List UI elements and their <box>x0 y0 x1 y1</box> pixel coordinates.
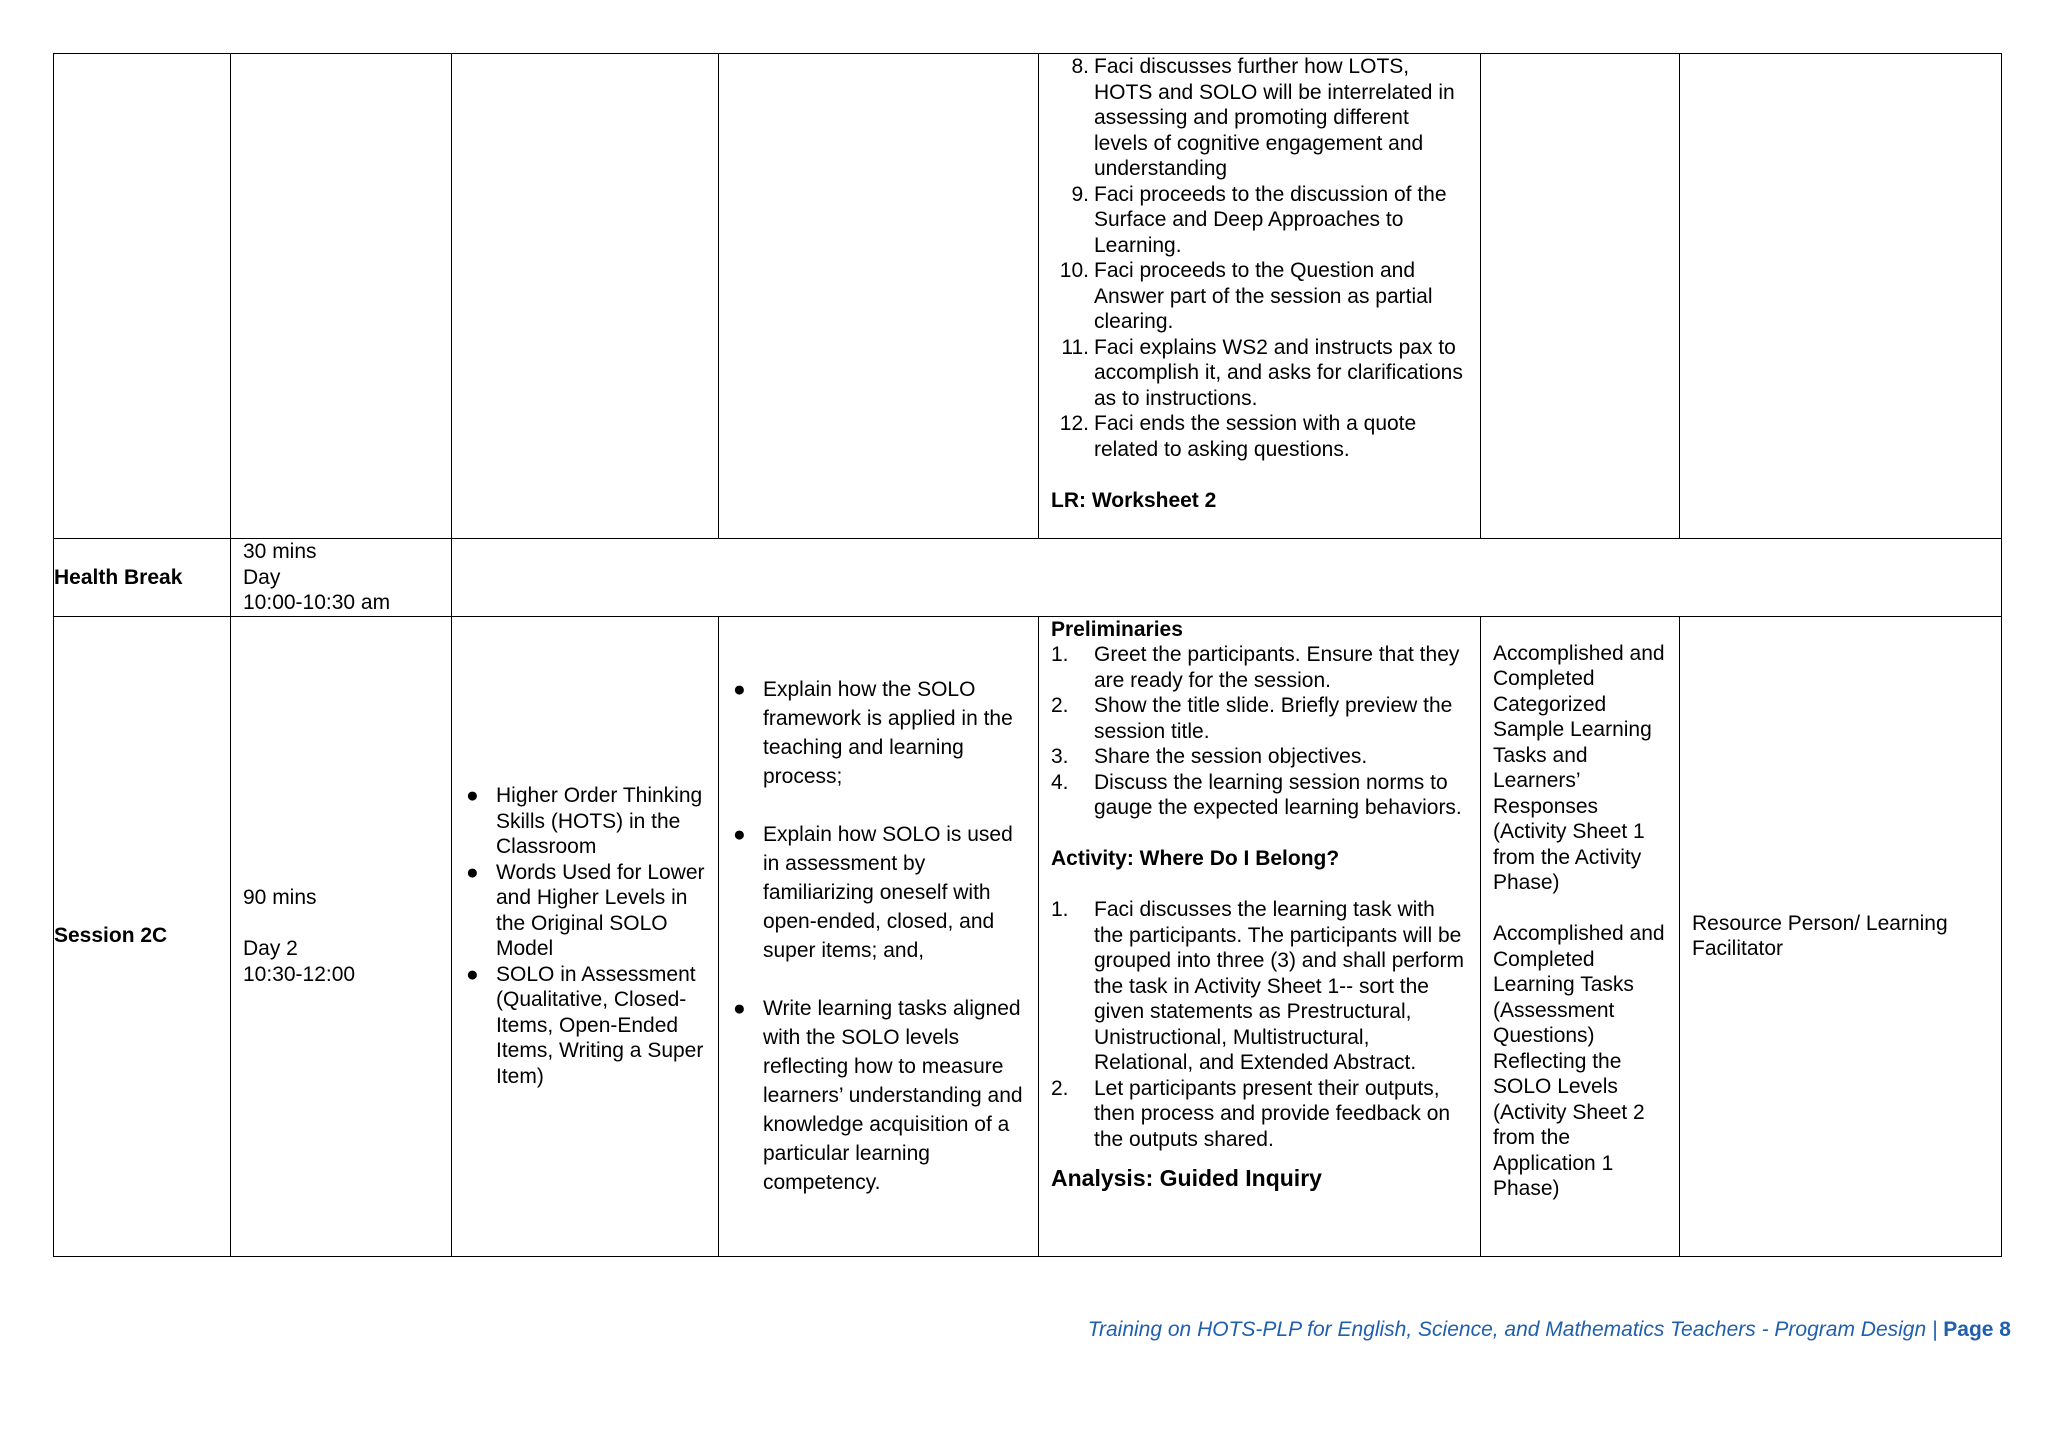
activities-list <box>1051 54 1468 462</box>
health-break-row <box>54 539 2002 617</box>
cell-activities <box>1039 54 1481 539</box>
person-cell <box>1680 616 2002 1256</box>
session-activities-cell <box>1039 616 1481 1256</box>
footer-page-number: Page 8 <box>1943 1318 2011 1341</box>
item-number: 3. <box>1051 745 1069 768</box>
list-item <box>1051 258 1468 335</box>
bullet-text: Explain how the SOLO framework is applied in the teaching and learning process; <box>763 678 1013 788</box>
session-2c-row <box>54 616 2002 1256</box>
item-number: 1. <box>1051 898 1069 921</box>
bullet-icon: ● <box>466 962 479 986</box>
item-text: Show the title slide. Briefly preview the session title. <box>1094 694 1453 743</box>
preliminaries-heading: Preliminaries <box>1051 617 1183 641</box>
footer-separator: | <box>1926 1318 1944 1341</box>
cell-output-empty <box>1481 54 1680 539</box>
list-item <box>1051 770 1468 821</box>
bullet-item <box>452 860 708 962</box>
preliminaries-list <box>1051 642 1468 821</box>
bullet-item <box>452 962 708 1090</box>
page-footer <box>1088 1318 2011 1342</box>
cell-person-empty <box>1680 54 2002 539</box>
list-item <box>1051 182 1468 259</box>
bullet-text: Words Used for Lower and Higher Levels in the Original SOLO Model <box>496 860 705 960</box>
bullet-icon: ● <box>733 678 746 701</box>
session-duration: 90 mins <box>243 886 317 909</box>
item-text: Let participants present their outputs, then process and provide feedback on the outputs shared. <box>1094 1076 1451 1151</box>
list-item <box>1051 897 1468 1076</box>
item-number: 2. <box>1051 694 1069 717</box>
session-label: Session 2C <box>54 616 231 1256</box>
item-number: 1. <box>1051 643 1069 666</box>
program-table <box>53 53 2002 1257</box>
topics-cell <box>452 616 719 1256</box>
bullet-text: Higher Order Thinking Skills (HOTS) in the Classroom <box>496 784 703 858</box>
output-2: Accomplished and Completed Learning Tasks (Assessment Questions) Reflecting the SOLO Levels (Activity Sheet 2 from the Application 1 Phase) <box>1493 922 1665 1200</box>
item-text: Faci discusses further how LOTS, HOTS and SOLO will be interrelated in assessing and promoting different levels of cognitive engagement and understanding <box>1094 55 1455 180</box>
analysis-heading: Analysis: Guided Inquiry <box>1051 1165 1322 1191</box>
item-text: Faci proceeds to the Question and Answer part of the session as partial clearing. <box>1094 259 1433 333</box>
break-label: Health Break <box>54 539 231 617</box>
item-text: Faci ends the session with a quote related to asking questions. <box>1094 412 1417 461</box>
item-text: Faci explains WS2 and instructs pax to accomplish it, and asks for clarifications as to instructions. <box>1094 335 1463 410</box>
break-time: 10:00-10:30 am <box>243 591 391 614</box>
activity-heading: Activity: Where Do I Belong? <box>1051 847 1340 870</box>
bullet-icon: ● <box>466 860 479 884</box>
objectives-cell <box>719 616 1039 1256</box>
item-text: Faci proceeds to the discussion of the Surface and Deep Approaches to Learning. <box>1094 182 1447 257</box>
list-item <box>1051 693 1468 744</box>
bullet-text: Write learning tasks aligned with the SOLO levels reflecting how to measure learners’ understanding and knowledge acquisition of a particular learning competency. <box>763 997 1023 1194</box>
item-text: Greet the participants. Ensure that they are ready for the session. <box>1094 643 1460 692</box>
list-item <box>1051 744 1468 770</box>
cell-topics-empty <box>452 54 719 539</box>
resource-person: Resource Person/ Learning Facilitator <box>1692 911 1948 960</box>
bullet-text: SOLO in Assessment (Qualitative, Closed-Items, Open-Ended Items, Writing a Super Item) <box>496 962 704 1088</box>
list-item <box>1051 411 1468 462</box>
cell-duration-empty <box>231 54 452 539</box>
cell-session-empty <box>54 54 231 539</box>
break-time-cell <box>231 539 452 617</box>
lr-label: LR: Worksheet 2 <box>1051 488 1217 512</box>
footer-title: Training on HOTS-PLP for English, Science, and Mathematics Teachers - Program Design <box>1087 1318 1927 1341</box>
bullet-icon: ● <box>466 784 479 807</box>
bullet-item <box>719 994 1028 1197</box>
bullet-item <box>719 675 1028 791</box>
item-number: 2. <box>1051 1076 1069 1100</box>
item-number: 11. <box>1061 335 1089 359</box>
cell-objectives-empty <box>719 54 1039 539</box>
continuation-row <box>54 54 2002 539</box>
session-time: 10:30-12:00 <box>243 962 356 986</box>
session-time-cell <box>231 616 452 1256</box>
break-duration: 30 mins <box>243 540 317 563</box>
break-day: Day <box>243 565 281 589</box>
bullet-icon: ● <box>733 823 746 846</box>
item-text: Faci discusses the learning task with the participants. The participants will be grouped into three (3) and shall perform the task in Activity Sheet 1-- sort the given statements as Prestructural, Unistructional, Multistructural, Relational, and Extended Abstract. <box>1094 898 1465 1074</box>
outputs-cell <box>1481 616 1680 1256</box>
item-number: 8. <box>1071 55 1089 78</box>
activity-steps-list <box>1051 897 1468 1152</box>
session-day: Day 2 <box>243 937 298 960</box>
item-number: 9. <box>1071 182 1089 206</box>
item-number: 4. <box>1051 770 1069 794</box>
item-text: Discuss the learning session norms to gauge the expected learning behaviors. <box>1094 770 1462 819</box>
output-1: Accomplished and Completed Categorized Sample Learning Tasks and Learners’ Responses (Activity Sheet 1 from the Activity Phase) <box>1493 641 1665 894</box>
bullet-item <box>452 783 708 860</box>
bullet-icon: ● <box>733 997 746 1020</box>
list-item <box>1051 1076 1468 1153</box>
list-item <box>1051 54 1468 182</box>
item-number: 12. <box>1059 412 1089 435</box>
objectives-list <box>719 675 1028 1197</box>
topics-list <box>452 783 708 1089</box>
item-number: 10. <box>1059 259 1089 282</box>
item-text: Share the session objectives. <box>1094 745 1368 768</box>
list-item <box>1051 642 1468 693</box>
list-item <box>1051 335 1468 412</box>
bullet-text: Explain how SOLO is used in assessment by familiarizing oneself with open-ended, closed, and super items; and, <box>763 823 1013 962</box>
break-empty-span <box>452 539 2002 617</box>
bullet-item <box>719 820 1028 965</box>
